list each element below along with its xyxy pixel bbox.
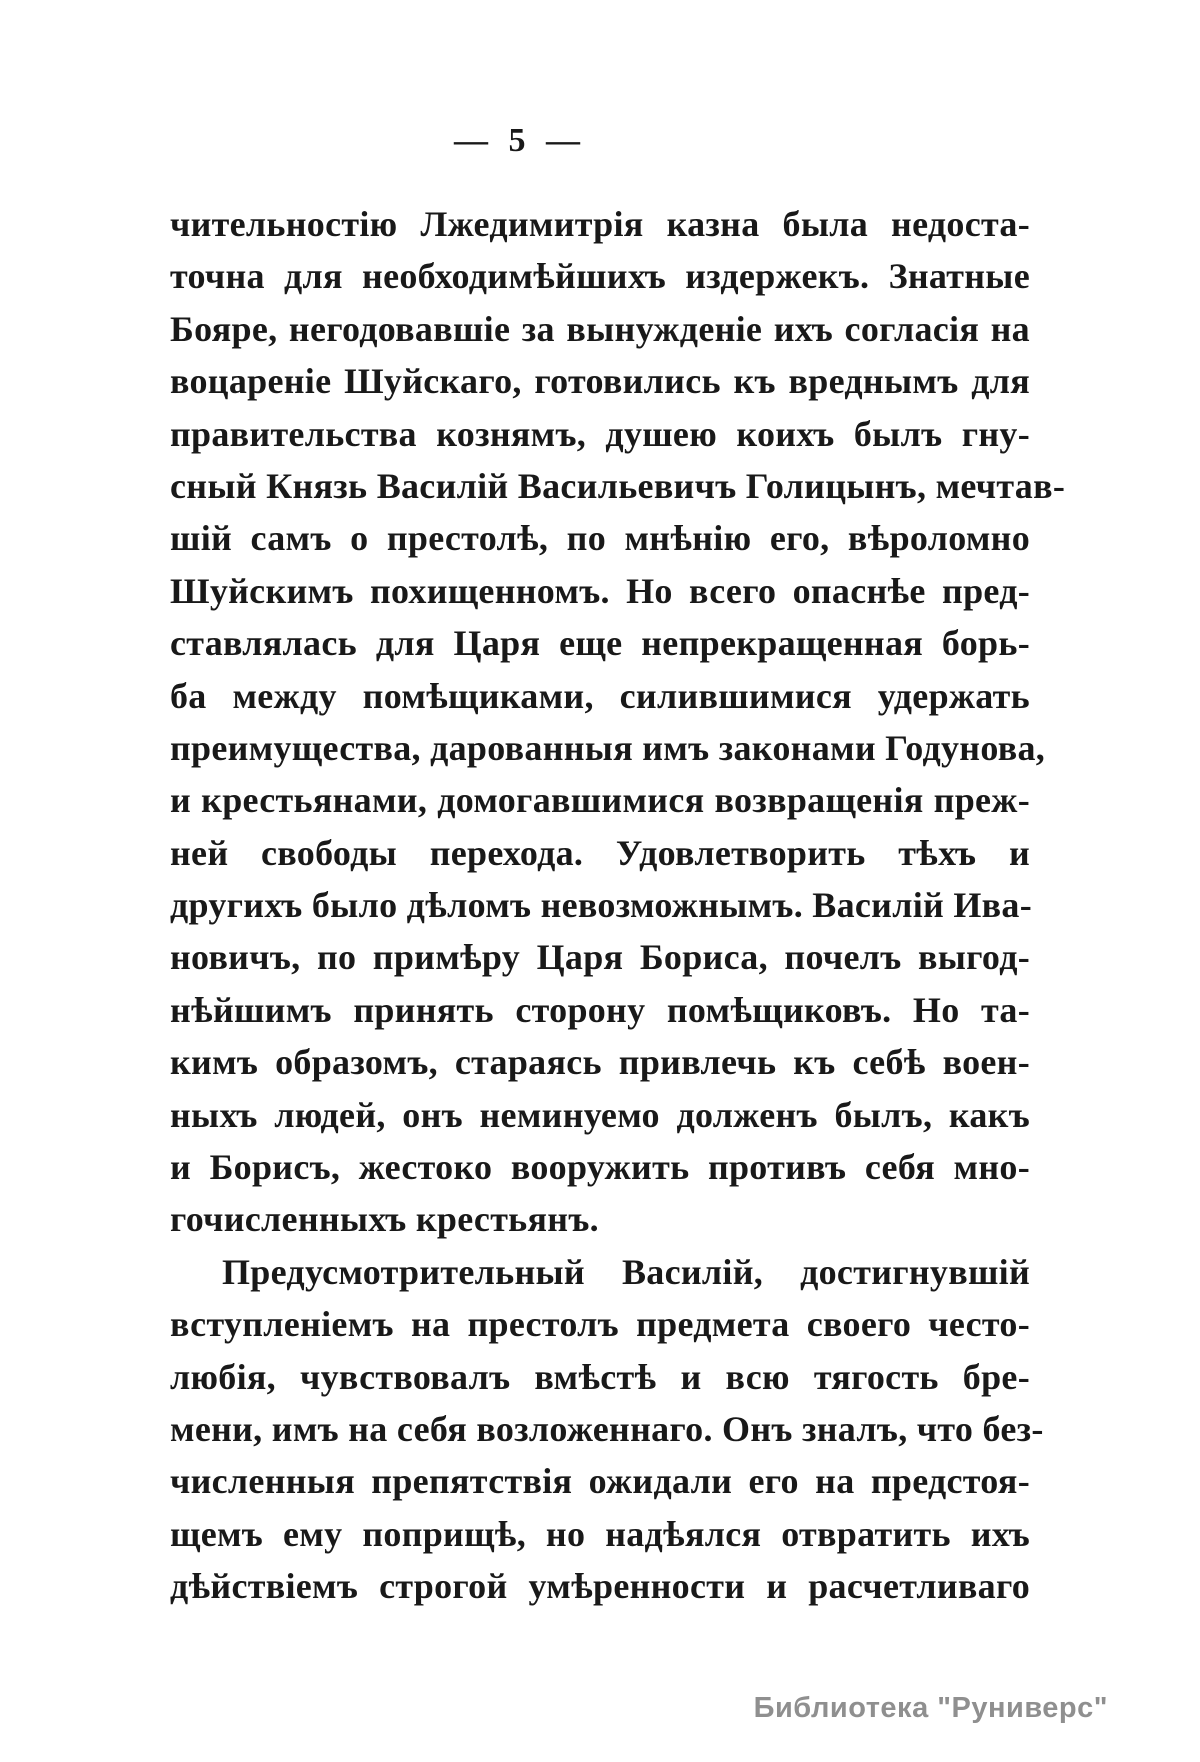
text-line: чительностію Лжедимитрія казна была недоста- bbox=[170, 204, 1030, 244]
text-line: щемъ ему поприщѣ, но надѣялся отвратить ихъ bbox=[170, 1513, 1030, 1554]
text-line: нѣйшимъ принять сторону помѣщиковъ. Но та- bbox=[170, 989, 1030, 1030]
text-line: ба между помѣщиками, силившимися удержать bbox=[170, 675, 1030, 716]
text-line: воцареніе Шуйскаго, готовились къ вреднымъ для bbox=[170, 361, 1030, 402]
library-watermark: Библиотека "Руниверс" bbox=[753, 1692, 1108, 1724]
text-line: мени, имъ на себя возложеннаго. Онъ зналъ, что без- bbox=[170, 1408, 1044, 1449]
text-line: любія, чувствовалъ вмѣстѣ и всю тягость бре- bbox=[170, 1356, 1030, 1397]
body-text bbox=[170, 198, 1066, 1613]
text-line: сный Князь Василій Васильевичъ Голицынъ, мечтав- bbox=[170, 465, 1066, 506]
page-number: — 5 — bbox=[454, 122, 586, 159]
text-line: шій самъ о престолѣ, по мнѣнію его, вѣроломно bbox=[170, 518, 1030, 559]
text-line: преимущества, дарованныя имъ законами Годунова, bbox=[170, 727, 1046, 768]
text-line: ставлялась для Царя еще непрекращенная борь- bbox=[170, 623, 1030, 664]
text-line: и крестьянами, домогавшимися возвращенія преж- bbox=[170, 780, 1030, 821]
text-line: вступленіемъ на престолъ предмета своего често- bbox=[170, 1304, 1030, 1345]
text-line: гочисленныхъ крестьянъ. bbox=[170, 1199, 599, 1240]
text-line: численныя препятствія ожидали его на предстоя- bbox=[170, 1461, 1030, 1502]
text-line: другихъ было дѣломъ невозможнымъ. Василій Ива- bbox=[170, 885, 1032, 926]
text-line: ныхъ людей, онъ неминуемо долженъ былъ, какъ bbox=[170, 1094, 1030, 1135]
text-line: Бояре, негодовавшіе за вынужденіе ихъ согласія на bbox=[170, 308, 1030, 349]
text-line: новичъ, по примѣру Царя Бориса, почелъ выгод- bbox=[170, 937, 1030, 978]
text-line: правительства кознямъ, душею коихъ былъ гну- bbox=[170, 413, 1030, 454]
text-line: ней свободы перехода. Удовлетворить тѣхъ и bbox=[170, 832, 1030, 873]
text-line: точна для необходимѣйшихъ издержекъ. Знатные bbox=[170, 256, 1030, 297]
text-line: кимъ образомъ, стараясь привлечь къ себѣ воен- bbox=[170, 1042, 1030, 1083]
text-line: и Борисъ, жестоко вооружить противъ себя мно- bbox=[170, 1147, 1030, 1188]
text-line: дѣйствіемъ строгой умѣренности и расчетливаго bbox=[170, 1566, 1030, 1607]
text-line: Шуйскимъ похищенномъ. Но всего опаснѣе пред- bbox=[170, 570, 1030, 611]
text-line: Предусмотрительный Василій, достигнувшій bbox=[222, 1251, 1030, 1292]
